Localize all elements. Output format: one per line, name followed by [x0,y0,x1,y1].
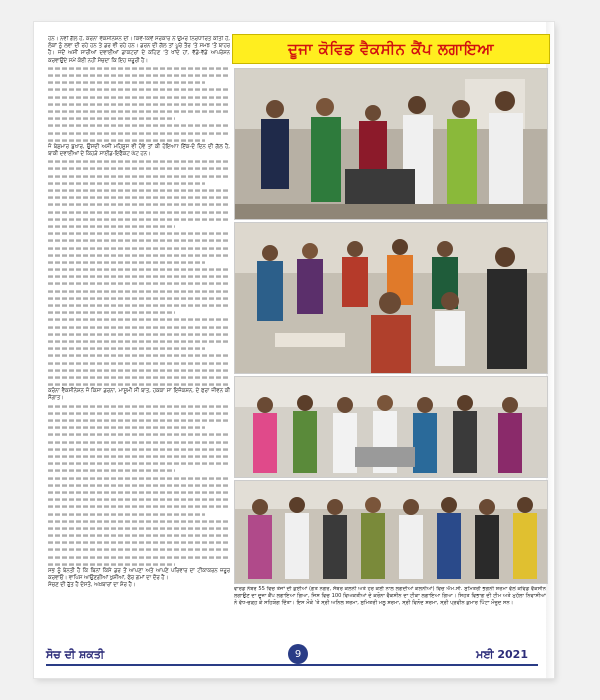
article-paragraph: ਸਭ ਨੂੰ ਬੇਨਤੀ ਹੈ ਕਿ ਬਿਨਾਂ ਕਿਸੇ ਡਰ ਤੋਂ ਆਪਣਾ ਅਤੇ ਆਪਣੇ ਪਰਿਵਾਰ ਦਾ ਟੀਕਾਕਰਨ ਜ਼ਰੂਰ ਕਰਵਾਓ। ਵਾਪਿਸ ਆਉਣਗੀਆਂ ਖੁਸ਼ੀਆਂ, ਫੇਰ ਗਮਾਂ ਦਾ ਦੌਰ ਹੈ। [48,568,230,582]
footer-page-number: 9 [288,644,308,664]
article-body-column [48,36,230,632]
article-headline: ਦੂਜਾ ਕੋਵਿਡ ਵੈਕਸੀਨ ਕੈਂਪ ਲਗਾਇਆ [232,34,550,64]
article-closing-line: ਸੋਚਣ ਦੀ ਰੁੱਤ ਹੈ ਦੋਸਤੋ, ਅਖ਼ਬਾਰਾਂ ਦਾ ਸ਼ੋਰ ਹੈ। [48,582,136,589]
camp-photo-3 [234,376,548,478]
camp-photo-2 [234,222,548,374]
article-paragraph: ਕਰੋਨਾ ਵੈਕਸੀਨੇਸ਼ਨ ਜੋ ਕਿਸਾ ਡਰਨਾ, ਮਾਸੂਮੀ ਸੀ ਬਾਤ, ਹਕਕਾ ਸਾ ਇਜੰਕਸ਼ਨ, ਦੇ ਫਰਾ ਜੀਵਨ ਕੀ ਸੌਗਾਤ। [48,388,230,402]
magazine-page [34,22,554,678]
camp-photo-1 [234,68,548,220]
photo-feature [232,34,550,634]
photo-caption: ਵਾਰਡ ਨੰਬਰ 55 ਵਿਚ ਤੇਜਾਂ ਦੀ ਕੁਈਆਂ (ਗੋਤ ਨਗਰ, ਸੱਥਰ ਕਲੋਨੀ ਅਤੇ ਹੋਰ ਕਈ ਨਾਲ ਲਗਦੀਆਂ ਕਲੋਨੀਆਂ) ਵਿਚ ਐਮ.ਸੀ. ਸੁਮਿਤਰੀ ਭਗਨੀ ਸ਼ਰਮਾ ਵੱਲੋਂ ਕੋਵਿਡ ਵੈਕਸੀਨ ਲਗਾਉਣ ਦਾ ਦੂਜਾ ਕੈਂਪ ਲਗਾਇਆ ਗਿਆ, ਜਿਸ ਵਿਚ 100 ਵਿਅਕਤੀਆਂ ਦੇ ਕਰੋਨਾ ਵੈਕਸੀਨ ਦਾ ਟੀਕਾ ਲਗਾਇਆ ਗਿਆ। ਸਿਹਤ ਵਿਭਾਗ ਦੀ ਟੀਮ ਅਤੇ ਮੁਹੱਲਾ ਨਿਵਾਸੀਆਂ ਨੇ ਵੱਧ-ਚੜ੍ਹ ਕੇ ਸਹਿਯੋਗ ਦਿੱਤਾ। ਇਸ ਮੌਕੇ 'ਤੇ ਸ੍ਰੀ ਅਨਿਲ ਸ਼ਰਮਾ, ਸੁਮਿਤਰੀ ਮਲੂ ਸ਼ਰਮਾ, ਸ੍ਰੀ ਵਿਨੋਦ ਸ਼ਰਮਾ, ਸ੍ਰੀ ਪ੍ਰਵੀਨ ਕੁਮਾਰ ਪਿੰਟਾ ਮੌਜੂਦ ਸਨ। [234,586,546,606]
article-paragraph: ਹਨ। ਨਵੀਂ ਗੱਲ ਹੈ, ਕਰੋਨਾ ਵੈਕਸੀਨੇਸ਼ਨ ਦੀ। ਕਿਵੇਂ-ਕਿਵੇਂ ਸਰਕਾਰ ਨੇ ਉਮਰ ਨਿਰਧਾਰਿਤ ਕੀਤੀ ਹੈ, ਲੋਕਾਂ ਨੂੰ ਲਵਾ ਦੀ ਰਹੇ ਹਨ ਤੇ ਡਰ ਵੀ ਰਹੇ ਹਨ। ਡਰਨ ਦੀ ਗੱਲ ਤਾਂ ਪੂਰੇ ਤੌਰ 'ਤੇ ਸਮਝ 'ਤੋਂ ਬਾਹਰ ਹੈ। ਜਦੋਂ ਅਸੀਂ ਸਾਰੀਆਂ ਦਵਾਈਆਂ ਡਾਕਟਰਾਂ ਦੇ ਕਹਿਣ 'ਤੇ ਖਾਂਦੇ ਹਾਂ, ਵੱਡੇ-ਵੱਡੇ ਆਪਰੇਸ਼ਨ ਕਰਵਾਉਂਦੇ ਸਮੇਂ ਕੋਈ ਨਹੀਂ ਸੋਚਦਾ ਕਿ ਇਹ ਜ਼ਰੂਰੀ ਹੈ। [48,36,230,64]
footer-rule [46,664,538,666]
article-paragraph: ਜੋ ਬੇਸ਼ੁਮਾਰ ਬੁਖਾਰ, ਉਸਦੀ ਅਸੀਂ ਮਹਿਸੂਸ ਵੀ ਹੋਵੇ ਤਾਂ ਕੀ ਹੋਇਆ? ਇੱਕ-ਦੋ ਦਿਨ ਦੀ ਗੱਲ ਹੈ, ਬਾਕੀ ਦਵਾਈਆਂ ਦੇ ਕਿਹੜੇ ਸਾਈਡ-ਇਫੈਕਟ ਘੱਟ ਹਨ। [48,143,230,158]
camp-photo-4 [234,480,548,584]
footer-issue-date: ਮਈ 2021 [476,648,528,661]
footer-publication-name: ਸੋਚ ਦੀ ਸ਼ਕਤੀ [46,648,105,661]
